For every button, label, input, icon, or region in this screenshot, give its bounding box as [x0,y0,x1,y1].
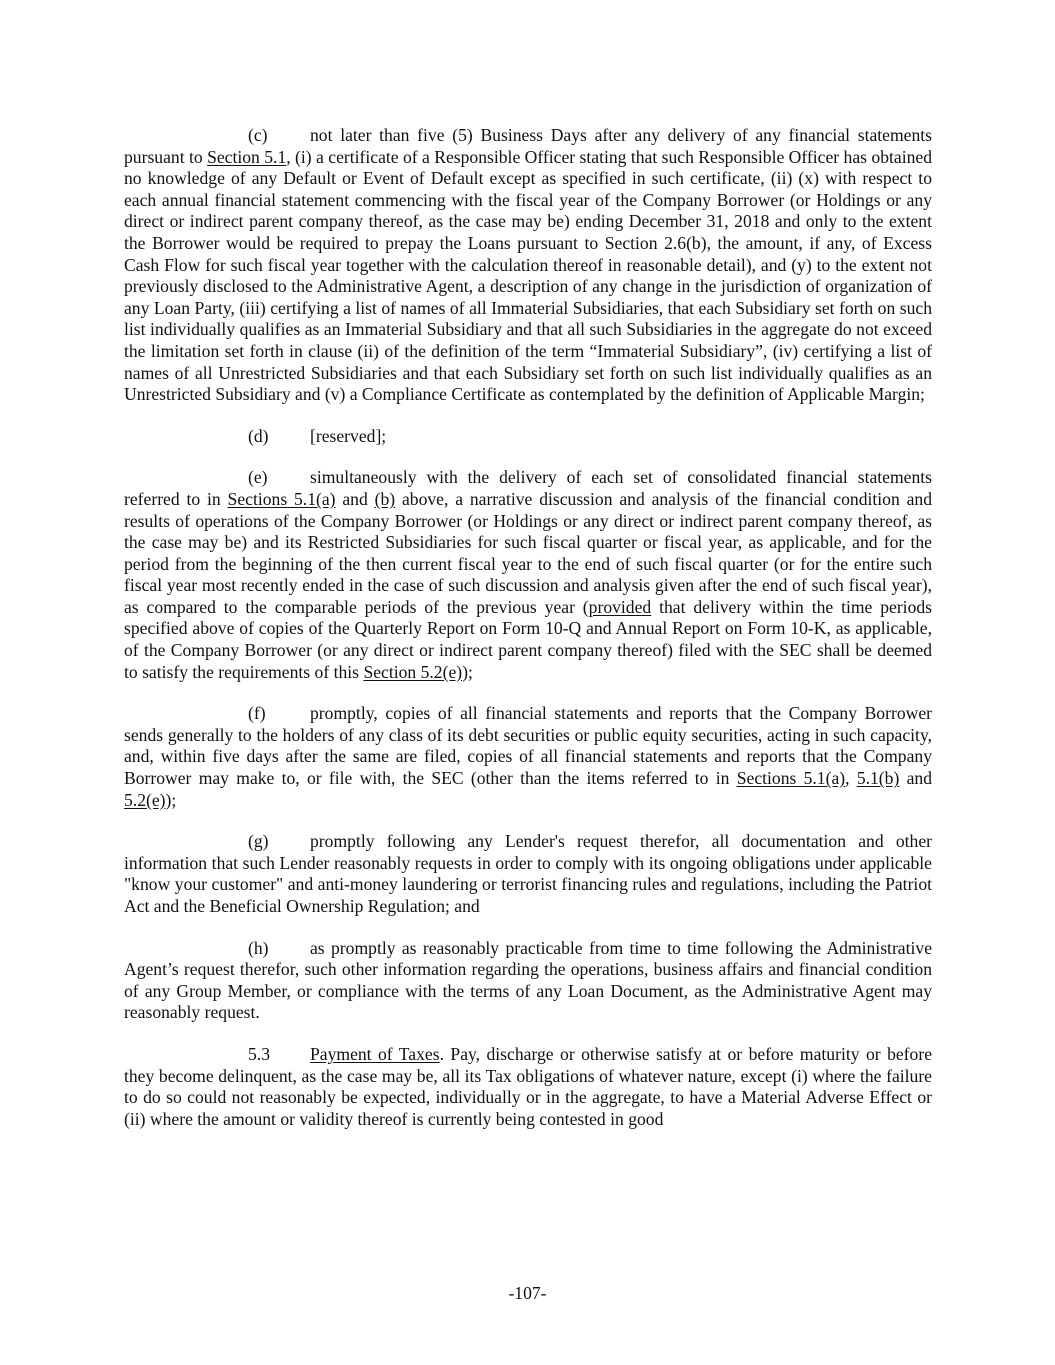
clause-d [124,426,932,448]
section-number: 5.3 [248,1043,270,1064]
clause-text: as promptly as reasonably practicable from time to time following the Administrative Agent’s request therefor, such other information regarding the operations, business affairs and financial condition of any Group Member, or compliance with the terms of any Loan Document, as the Administrative Agent may reasonably request. [124,937,932,1023]
section-text: . Pay, discharge or otherwise satisfy at or before maturity or before they become delinquent, as the case may be, all its Tax obligations of whatever nature, except (i) where the failure to do so could not reasonably be expected, individually or in the aggregate, to have a Material Adverse Effect or (ii) where the amount or validity thereof is currently being contested in good [124,1043,933,1129]
cross-reference: (b) [374,488,396,509]
clause-text: not later than five (5) Business Days after any delivery of any financial statements pursuant to [124,125,932,167]
cross-reference: Section 5.1 [207,146,287,167]
clause-label: (g) [248,831,269,852]
clause-text: , [845,768,857,789]
clause-text: promptly, copies of all financial statements and reports that the Company Borrower sends generally to the holders of any class of its debt securities or public equity securities, acting in such capacity, and, within five days after the same are filed, copies of all financial statements and reports that the Company Borrower may make to, or file with, the SEC (other than the items referred to in [124,703,932,789]
section-heading: Payment of Taxes [310,1043,440,1064]
clause-label: (d) [248,425,269,446]
clause-label: (h) [248,937,269,958]
clause-text: and [335,488,375,509]
clause-f [124,703,932,811]
clause-text: ); [165,789,177,810]
clause-h [124,938,932,1024]
clause-text: , (i) a certificate of a Responsible Officer stating that such Responsible Officer has obtained no knowledge of any Default or Event of Default except as specified in such certificate, (ii) (x) with respect to each annual financial statement commencing with the fiscal year of the Company Borrower (or Holdings or any direct or indirect parent company thereof, as the case may be) ending December 31, 2018 and only to the extent the Borrower would be required to prepay the Loans pursuant to Section 2.6(b), the amount, if any, of Excess Cash Flow for such fiscal year together with the calculation thereof in reasonable detail), and (y) to the extent not previously disclosed to the Administrative Agent, a description of any change in the jurisdiction of organization of any Loan Party, (iii) certifying a list of names of all Immaterial Subsidiaries, that each Subsidiary set forth on such list individually qualifies as an Immaterial Subsidiary and that all such Subsidiaries in the aggregate do not exceed the limitation set forth in clause (ii) of the definition of the term “Immaterial Subsidiary”, (iv) certifying a list of names of all Unrestricted Subsidiaries and that each Subsidiary set forth on such list individually qualifies as an Unrestricted Subsidiary and (v) a Compliance Certificate as contemplated by the definition of Applicable Margin; [124,146,932,405]
cross-reference: 5.1(b) [856,768,900,789]
clause-text: promptly following any Lender's request therefor, all documentation and other information that such Lender reasonably requests in order to comply with its ongoing obligations under applicable "know your customer" and anti-money laundering or terrorist financing rules and regulations, including the Patriot Act and the Beneficial Ownership Regulation; and [124,831,932,916]
clause-label: (c) [248,125,268,145]
clause-text: [reserved]; [310,425,387,446]
clause-c [124,125,932,406]
cross-reference: Sections 5.1(a) [227,488,336,509]
cross-reference: Sections 5.1(a) [736,768,846,789]
clause-text: ); [462,661,473,682]
clause-e [124,467,932,683]
clause-text: that delivery within the time periods specified above of copies of the Quarterly Report on Form 10-Q and Annual Report on Form 10-K, as applicable, of the Company Borrower (or any direct or indirect parent company thereof) filed with the SEC shall be deemed to satisfy the requirements of this [124,596,933,682]
clause-text: simultaneously with the delivery of each set of consolidated financial statements referred to in [124,467,932,509]
cross-reference: Section 5.2(e) [363,661,463,682]
section-5-3 [124,1044,932,1130]
clause-g [124,831,932,917]
document-body [124,125,932,1150]
clause-label: (e) [248,467,268,488]
cross-reference: 5.2(e) [124,789,166,810]
page-number: -107- [508,1283,547,1303]
clause-text: above, a narrative discussion and analysis of the financial condition and results of operations of the Company Borrower (or Holdings or any direct or indirect parent company thereof, as the case may be) and its Restricted Subsidiaries for such fiscal quarter or fiscal year, as applicable, and for the period from the beginning of the then current fiscal year to the end of such fiscal quarter (or for the entire such fiscal year most recently ended in the case of such discussion and analysis given after the end of such fiscal year), as compared to the comparable periods of the previous year ( [124,488,932,617]
clause-label: (f) [248,703,266,724]
proviso-term: provided [588,596,652,617]
clause-text: and [899,768,933,789]
